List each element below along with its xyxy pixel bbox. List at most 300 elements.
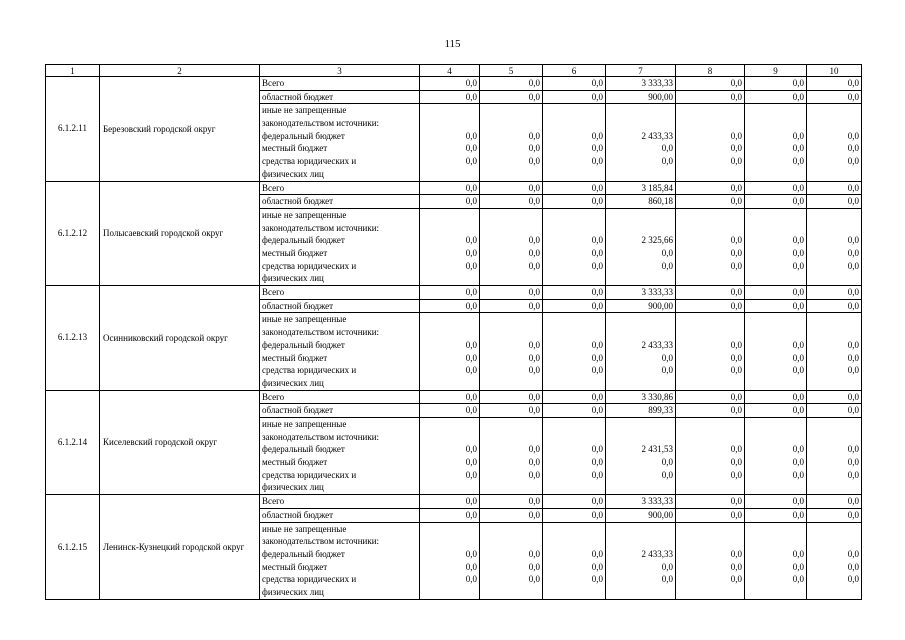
column-header: 6	[543, 65, 606, 77]
local-value: 0,0	[528, 248, 540, 258]
total-value: 3 333,33	[606, 77, 676, 91]
spacer-line	[422, 222, 477, 235]
budget-table	[45, 64, 862, 600]
row-name: Полысаевский городской округ	[100, 181, 260, 286]
column-header: 1	[46, 65, 100, 77]
legal-label: средства юридических и	[262, 365, 357, 376]
spacer-line	[747, 104, 804, 117]
spacer-line	[678, 418, 742, 431]
spacer-line	[422, 117, 477, 130]
spacer-line	[545, 313, 603, 326]
total-label: Всего	[260, 286, 420, 300]
column-header: 4	[420, 65, 480, 77]
spacer-line	[747, 431, 804, 444]
total-value: 0,0	[676, 286, 745, 300]
local-value: 0,0	[730, 248, 742, 258]
legal-value: 0,0	[465, 260, 477, 271]
regional-value: 0,0	[543, 299, 606, 313]
table-row	[46, 77, 862, 91]
sources-value-cell	[480, 418, 543, 495]
other-sources-label: законодательством источники:	[262, 222, 380, 233]
local-label: местный бюджет	[262, 352, 328, 363]
spacer-line	[482, 535, 540, 548]
sources-value-cell	[745, 418, 807, 495]
spacer-line	[482, 117, 540, 130]
spacer-line	[422, 377, 477, 390]
regional-value: 860,18	[606, 195, 676, 209]
spacer-line	[608, 481, 673, 494]
local-value: 0,0	[591, 248, 603, 258]
spacer-line	[678, 209, 742, 222]
column-header: 3	[260, 65, 420, 77]
legal-label: физических лиц	[262, 168, 324, 179]
regional-value: 0,0	[807, 404, 862, 418]
spacer-line	[809, 481, 859, 494]
total-value: 0,0	[420, 286, 480, 300]
sources-value-cell	[606, 104, 676, 181]
total-value: 0,0	[807, 286, 862, 300]
spacer-line	[422, 272, 477, 285]
spacer-line	[809, 418, 859, 431]
sources-value-cell	[606, 208, 676, 285]
total-value: 0,0	[480, 77, 543, 91]
row-code: 6.1.2.15	[46, 495, 100, 600]
federal-value: 0,0	[465, 548, 477, 559]
spacer-line	[809, 168, 859, 181]
legal-value: 0,0	[528, 156, 540, 167]
spacer-line	[608, 117, 673, 130]
legal-label: физических лиц	[262, 586, 324, 597]
other-sources-label: иные не запрещенные	[262, 314, 347, 325]
federal-value: 0,0	[528, 235, 540, 246]
total-value: 0,0	[420, 495, 480, 509]
legal-label: физических лиц	[262, 482, 324, 493]
federal-value: 0,0	[730, 130, 742, 141]
spacer-line	[422, 586, 477, 599]
federal-value: 0,0	[730, 548, 742, 559]
sources-value-cell	[745, 104, 807, 181]
spacer-line	[608, 104, 673, 117]
row-code: 6.1.2.14	[46, 390, 100, 495]
federal-value: 0,0	[528, 130, 540, 141]
legal-label: средства юридических и	[262, 469, 357, 480]
federal-value: 0,0	[528, 444, 540, 455]
spacer-line	[545, 209, 603, 222]
regional-value: 0,0	[745, 404, 807, 418]
federal-value: 0,0	[792, 548, 804, 559]
local-value: 0,0	[661, 248, 673, 258]
spacer-line	[545, 117, 603, 130]
legal-value: 0,0	[730, 156, 742, 167]
regional-value: 0,0	[745, 299, 807, 313]
federal-label: федеральный бюджет	[262, 130, 345, 141]
legal-value: 0,0	[591, 365, 603, 376]
spacer-line	[809, 272, 859, 285]
sources-value-cell	[480, 313, 543, 390]
federal-value: 0,0	[591, 444, 603, 455]
local-value: 0,0	[591, 561, 603, 572]
legal-value: 0,0	[847, 156, 859, 167]
legal-value: 0,0	[528, 260, 540, 271]
federal-value: 2 433,33	[641, 130, 673, 141]
spacer-line	[809, 586, 859, 599]
spacer-line	[482, 104, 540, 117]
spacer-line	[422, 104, 477, 117]
total-value: 0,0	[676, 495, 745, 509]
local-value: 0,0	[730, 352, 742, 363]
sources-value-cell	[480, 104, 543, 181]
spacer-line	[608, 523, 673, 536]
legal-value: 0,0	[528, 574, 540, 585]
sources-value-cell	[807, 208, 862, 285]
spacer-line	[482, 168, 540, 181]
row-name: Березовский городской округ	[100, 77, 260, 182]
federal-label: федеральный бюджет	[262, 444, 345, 455]
federal-value: 2 325,66	[641, 235, 673, 246]
table-row	[46, 495, 862, 509]
legal-value: 0,0	[661, 260, 673, 271]
spacer-line	[482, 326, 540, 339]
row-code: 6.1.2.11	[46, 77, 100, 182]
regional-label: областной бюджет	[260, 90, 420, 104]
spacer-line	[545, 222, 603, 235]
sources-value-cell	[606, 418, 676, 495]
federal-value: 0,0	[465, 235, 477, 246]
spacer-line	[482, 272, 540, 285]
spacer-line	[545, 104, 603, 117]
spacer-line	[422, 418, 477, 431]
total-value: 0,0	[420, 77, 480, 91]
local-value: 0,0	[661, 352, 673, 363]
spacer-line	[482, 377, 540, 390]
other-sources-label: иные не запрещенные	[262, 523, 347, 534]
total-value: 0,0	[480, 181, 543, 195]
column-header: 8	[676, 65, 745, 77]
spacer-line	[678, 222, 742, 235]
page-number: 115	[444, 38, 461, 50]
regional-value: 0,0	[676, 195, 745, 209]
legal-label: физических лиц	[262, 377, 324, 388]
regional-value: 0,0	[420, 404, 480, 418]
local-value: 0,0	[591, 143, 603, 154]
spacer-line	[678, 535, 742, 548]
federal-value: 0,0	[792, 130, 804, 141]
row-code: 6.1.2.12	[46, 181, 100, 286]
regional-label: областной бюджет	[260, 404, 420, 418]
total-value: 0,0	[676, 390, 745, 404]
legal-value: 0,0	[792, 574, 804, 585]
federal-value: 0,0	[591, 339, 603, 350]
spacer-line	[678, 431, 742, 444]
local-value: 0,0	[661, 457, 673, 468]
regional-value: 0,0	[420, 508, 480, 522]
regional-value: 0,0	[676, 508, 745, 522]
local-label: местный бюджет	[262, 561, 328, 572]
regional-value: 0,0	[676, 90, 745, 104]
legal-value: 0,0	[661, 156, 673, 167]
local-value: 0,0	[528, 352, 540, 363]
spacer-line	[809, 117, 859, 130]
spacer-line	[545, 326, 603, 339]
row-name: Киселевский городской округ	[100, 390, 260, 495]
legal-value: 0,0	[661, 469, 673, 480]
spacer-line	[608, 326, 673, 339]
sources-label-cell	[260, 313, 420, 390]
spacer-line	[482, 586, 540, 599]
legal-value: 0,0	[465, 156, 477, 167]
federal-value: 0,0	[847, 444, 859, 455]
federal-value: 0,0	[528, 339, 540, 350]
total-value: 3 185,84	[606, 181, 676, 195]
local-label: местный бюджет	[262, 143, 328, 154]
federal-value: 2 433,33	[641, 548, 673, 559]
legal-value: 0,0	[465, 365, 477, 376]
total-value: 0,0	[676, 181, 745, 195]
spacer-line	[678, 481, 742, 494]
spacer-line	[809, 377, 859, 390]
column-header: 2	[100, 65, 260, 77]
total-value: 0,0	[745, 77, 807, 91]
total-value: 0,0	[543, 495, 606, 509]
spacer-line	[747, 377, 804, 390]
sources-value-cell	[606, 522, 676, 599]
spacer-line	[482, 418, 540, 431]
total-value: 3 333,33	[606, 286, 676, 300]
regional-value: 900,00	[606, 90, 676, 104]
local-value: 0,0	[591, 457, 603, 468]
local-value: 0,0	[847, 352, 859, 363]
table-body	[46, 77, 862, 600]
other-sources-label: законодательством источники:	[262, 431, 380, 442]
regional-value: 0,0	[676, 404, 745, 418]
legal-label: физических лиц	[262, 273, 324, 284]
regional-value: 0,0	[807, 90, 862, 104]
local-value: 0,0	[465, 143, 477, 154]
total-value: 0,0	[480, 286, 543, 300]
spacer-line	[747, 418, 804, 431]
spacer-line	[545, 586, 603, 599]
spacer-line	[545, 431, 603, 444]
row-name: Ленинск-Кузнецкий городской округ	[100, 495, 260, 600]
regional-value: 0,0	[543, 404, 606, 418]
spacer-line	[809, 523, 859, 536]
spacer-line	[678, 272, 742, 285]
federal-value: 0,0	[591, 548, 603, 559]
local-value: 0,0	[661, 143, 673, 154]
spacer-line	[809, 313, 859, 326]
legal-label: средства юридических и	[262, 156, 357, 167]
local-value: 0,0	[730, 561, 742, 572]
total-value: 0,0	[676, 77, 745, 91]
sources-value-cell	[807, 104, 862, 181]
spacer-line	[608, 313, 673, 326]
spacer-line	[545, 272, 603, 285]
total-value: 0,0	[543, 77, 606, 91]
spacer-line	[482, 209, 540, 222]
regional-value: 0,0	[420, 195, 480, 209]
sources-label-cell	[260, 418, 420, 495]
sources-value-cell	[676, 104, 745, 181]
regional-value: 0,0	[543, 195, 606, 209]
table-row	[46, 390, 862, 404]
spacer-line	[678, 586, 742, 599]
legal-label: средства юридических и	[262, 260, 357, 271]
spacer-line	[422, 313, 477, 326]
federal-value: 0,0	[847, 130, 859, 141]
spacer-line	[545, 377, 603, 390]
federal-value: 0,0	[465, 339, 477, 350]
total-value: 0,0	[807, 181, 862, 195]
regional-value: 900,00	[606, 508, 676, 522]
other-sources-label: иные не запрещенные	[262, 419, 347, 429]
local-value: 0,0	[528, 457, 540, 468]
regional-value: 0,0	[745, 90, 807, 104]
total-value: 0,0	[543, 286, 606, 300]
federal-value: 0,0	[591, 130, 603, 141]
spacer-line	[809, 535, 859, 548]
total-label: Всего	[260, 495, 420, 509]
spacer-line	[422, 209, 477, 222]
sources-value-cell	[807, 522, 862, 599]
legal-value: 0,0	[730, 260, 742, 271]
federal-label: федеральный бюджет	[262, 548, 345, 559]
spacer-line	[545, 535, 603, 548]
local-value: 0,0	[792, 561, 804, 572]
table-row	[46, 286, 862, 300]
legal-value: 0,0	[465, 574, 477, 585]
local-value: 0,0	[528, 143, 540, 154]
sources-value-cell	[420, 313, 480, 390]
local-value: 0,0	[792, 457, 804, 468]
federal-value: 0,0	[465, 444, 477, 455]
spacer-line	[608, 168, 673, 181]
spacer-line	[678, 104, 742, 117]
federal-label: федеральный бюджет	[262, 339, 345, 350]
local-value: 0,0	[730, 143, 742, 154]
federal-value: 0,0	[730, 235, 742, 246]
local-value: 0,0	[792, 352, 804, 363]
spacer-line	[608, 586, 673, 599]
spacer-line	[545, 168, 603, 181]
legal-value: 0,0	[847, 574, 859, 585]
spacer-line	[422, 168, 477, 181]
sources-value-cell	[420, 522, 480, 599]
regional-label: областной бюджет	[260, 299, 420, 313]
other-sources-label: иные не запрещенные	[262, 209, 347, 220]
sources-value-cell	[543, 418, 606, 495]
local-value: 0,0	[792, 248, 804, 258]
spacer-line	[747, 222, 804, 235]
legal-value: 0,0	[661, 574, 673, 585]
federal-value: 0,0	[465, 130, 477, 141]
column-number-row	[46, 65, 862, 77]
sources-value-cell	[543, 313, 606, 390]
federal-value: 0,0	[847, 235, 859, 246]
regional-value: 0,0	[807, 195, 862, 209]
legal-value: 0,0	[792, 469, 804, 480]
legal-value: 0,0	[591, 469, 603, 480]
total-value: 0,0	[543, 390, 606, 404]
legal-value: 0,0	[661, 365, 673, 376]
federal-value: 0,0	[528, 548, 540, 559]
spacer-line	[678, 377, 742, 390]
sources-label-cell	[260, 208, 420, 285]
total-label: Всего	[260, 181, 420, 195]
regional-value: 899,33	[606, 404, 676, 418]
row-code: 6.1.2.13	[46, 286, 100, 391]
spacer-line	[809, 222, 859, 235]
legal-value: 0,0	[528, 365, 540, 376]
local-value: 0,0	[661, 561, 673, 572]
spacer-line	[747, 535, 804, 548]
spacer-line	[747, 481, 804, 494]
regional-value: 900,00	[606, 299, 676, 313]
regional-label: областной бюджет	[260, 508, 420, 522]
spacer-line	[608, 431, 673, 444]
total-value: 0,0	[480, 390, 543, 404]
total-value: 3 330,86	[606, 390, 676, 404]
spacer-line	[678, 168, 742, 181]
spacer-line	[608, 272, 673, 285]
local-value: 0,0	[591, 352, 603, 363]
spacer-line	[482, 313, 540, 326]
spacer-line	[678, 523, 742, 536]
sources-value-cell	[807, 313, 862, 390]
regional-value: 0,0	[543, 508, 606, 522]
regional-value: 0,0	[480, 508, 543, 522]
spacer-line	[747, 168, 804, 181]
other-sources-label: законодательством источники:	[262, 536, 380, 547]
regional-value: 0,0	[480, 195, 543, 209]
sources-value-cell	[676, 208, 745, 285]
local-value: 0,0	[847, 457, 859, 468]
federal-value: 0,0	[792, 444, 804, 455]
other-sources-label: законодательством источники:	[262, 118, 380, 129]
column-header: 10	[807, 65, 862, 77]
sources-value-cell	[480, 208, 543, 285]
local-value: 0,0	[465, 457, 477, 468]
column-header: 9	[745, 65, 807, 77]
spacer-line	[422, 481, 477, 494]
spacer-line	[545, 418, 603, 431]
sources-value-cell	[676, 418, 745, 495]
sources-value-cell	[420, 104, 480, 181]
spacer-line	[482, 222, 540, 235]
spacer-line	[747, 209, 804, 222]
federal-value: 0,0	[730, 339, 742, 350]
spacer-line	[809, 104, 859, 117]
sources-value-cell	[745, 313, 807, 390]
total-value: 0,0	[745, 181, 807, 195]
spacer-line	[747, 586, 804, 599]
legal-value: 0,0	[730, 574, 742, 585]
federal-value: 0,0	[792, 235, 804, 246]
local-value: 0,0	[528, 561, 540, 572]
local-value: 0,0	[465, 248, 477, 258]
row-name: Осинниковский городской округ	[100, 286, 260, 391]
sources-value-cell	[745, 208, 807, 285]
legal-value: 0,0	[792, 365, 804, 376]
spacer-line	[678, 117, 742, 130]
regional-value: 0,0	[420, 90, 480, 104]
spacer-line	[747, 117, 804, 130]
regional-value: 0,0	[543, 90, 606, 104]
legal-label: средства юридических и	[262, 574, 357, 585]
spacer-line	[608, 377, 673, 390]
other-sources-label: законодательством источники:	[262, 327, 380, 338]
regional-value: 0,0	[745, 195, 807, 209]
spacer-line	[747, 326, 804, 339]
